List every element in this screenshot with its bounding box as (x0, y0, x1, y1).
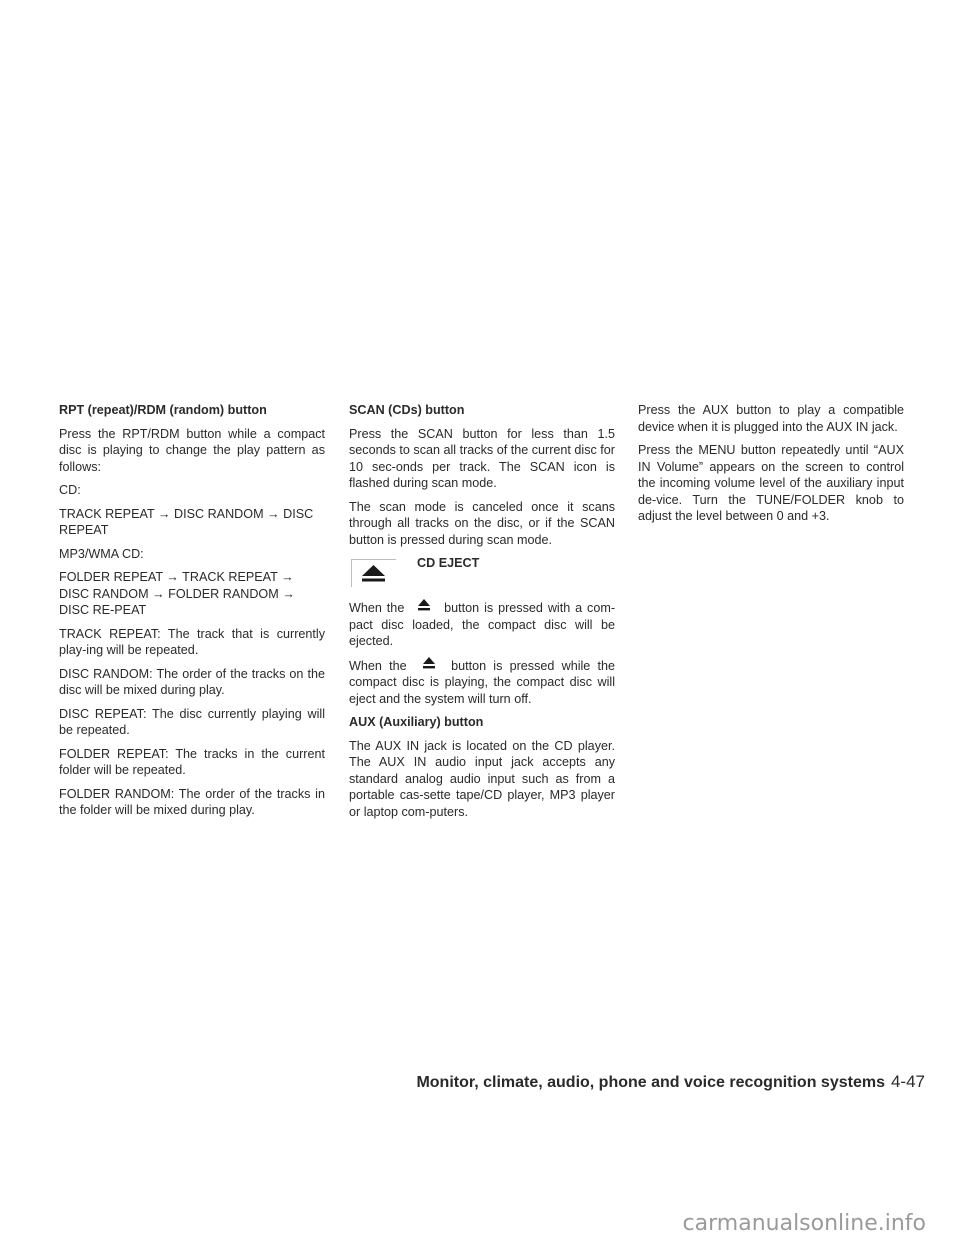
aux-play-desc: Press the AUX button to play a compatible device when it is plugged into the AUX IN jack. (638, 403, 904, 434)
column-2 (349, 402, 615, 827)
track-repeat-desc: TRACK REPEAT: The track that is currently play-ing will be repeated. (59, 626, 325, 657)
cd-sequence: TRACK REPEAT → DISC RANDOM → DISC REPEAT (59, 506, 314, 537)
mp3-sequence: FOLDER REPEAT → TRACK REPEAT → DISC RANDOM → FOLDER RANDOM → DISC RE-PEAT (59, 570, 295, 617)
folder-random-desc: FOLDER RANDOM: The order of the tracks in the folder will be mixed during play. (59, 786, 325, 817)
disc-repeat-desc: DISC REPEAT: The disc currently playing will be repeated. (59, 706, 325, 737)
watermark: carmanualsonline.info (682, 1211, 926, 1236)
folder-repeat-desc: FOLDER REPEAT: The tracks in the current folder will be repeated. (59, 746, 325, 777)
rpt-intro: Press the RPT/RDM button while a compact disc is playing to change the play pattern as follows: (59, 426, 325, 474)
eject-icon (409, 599, 439, 611)
aux-desc: The AUX IN jack is located on the CD player. The AUX IN audio input jack accepts any standard analog audio input such as from a portable cas-sette tape/CD player, MP3 player or laptop com-puters. (349, 738, 615, 819)
rpt-rdm-heading: RPT (repeat)/RDM (random) button (59, 403, 267, 417)
eject-icon (414, 657, 444, 669)
cd-eject-header (349, 555, 615, 593)
eject-desc-1: When the button is pressed with a com-pact disc loaded, the compact disc will be ejected. (349, 601, 616, 648)
aux-heading: AUX (Auxiliary) button (349, 715, 484, 729)
scan-desc-1: Press the SCAN button for less than 1.5 seconds to scan all tracks of the current disc for 10 sec-onds per track. The SCAN icon is flashed during scan mode. (349, 426, 615, 490)
cd-label: CD: (59, 483, 81, 497)
cd-eject-heading: CD EJECT (417, 556, 480, 570)
eject-desc-2: When the button is pressed while the compact disc is playing, the compact disc will eject and the system will turn off. (349, 658, 616, 706)
page-footer (416, 1072, 925, 1092)
column-1 (59, 402, 325, 826)
disc-random-desc: DISC RANDOM: The order of the tracks on the disc will be mixed during play. (59, 666, 325, 697)
column-3 (638, 402, 904, 532)
aux-volume-desc: Press the MENU button repeatedly until “AUX IN Volume” appears on the screen to control the incoming volume level of the auxiliary input de-vice. Turn the TUNE/FOLDER knob to adjust the level between 0 and +3. (638, 443, 904, 523)
page-number: 4-47 (890, 1072, 925, 1091)
mp3-label: MP3/WMA CD: (59, 546, 144, 561)
eject-icon (351, 559, 396, 587)
scan-heading: SCAN (CDs) button (349, 403, 465, 417)
scan-desc-2: The scan mode is canceled once it scans through all tracks on the disc, or if the SCAN button is pressed during scan mode. (349, 499, 615, 547)
section-title: Monitor, climate, audio, phone and voice recognition systems (416, 1074, 885, 1091)
